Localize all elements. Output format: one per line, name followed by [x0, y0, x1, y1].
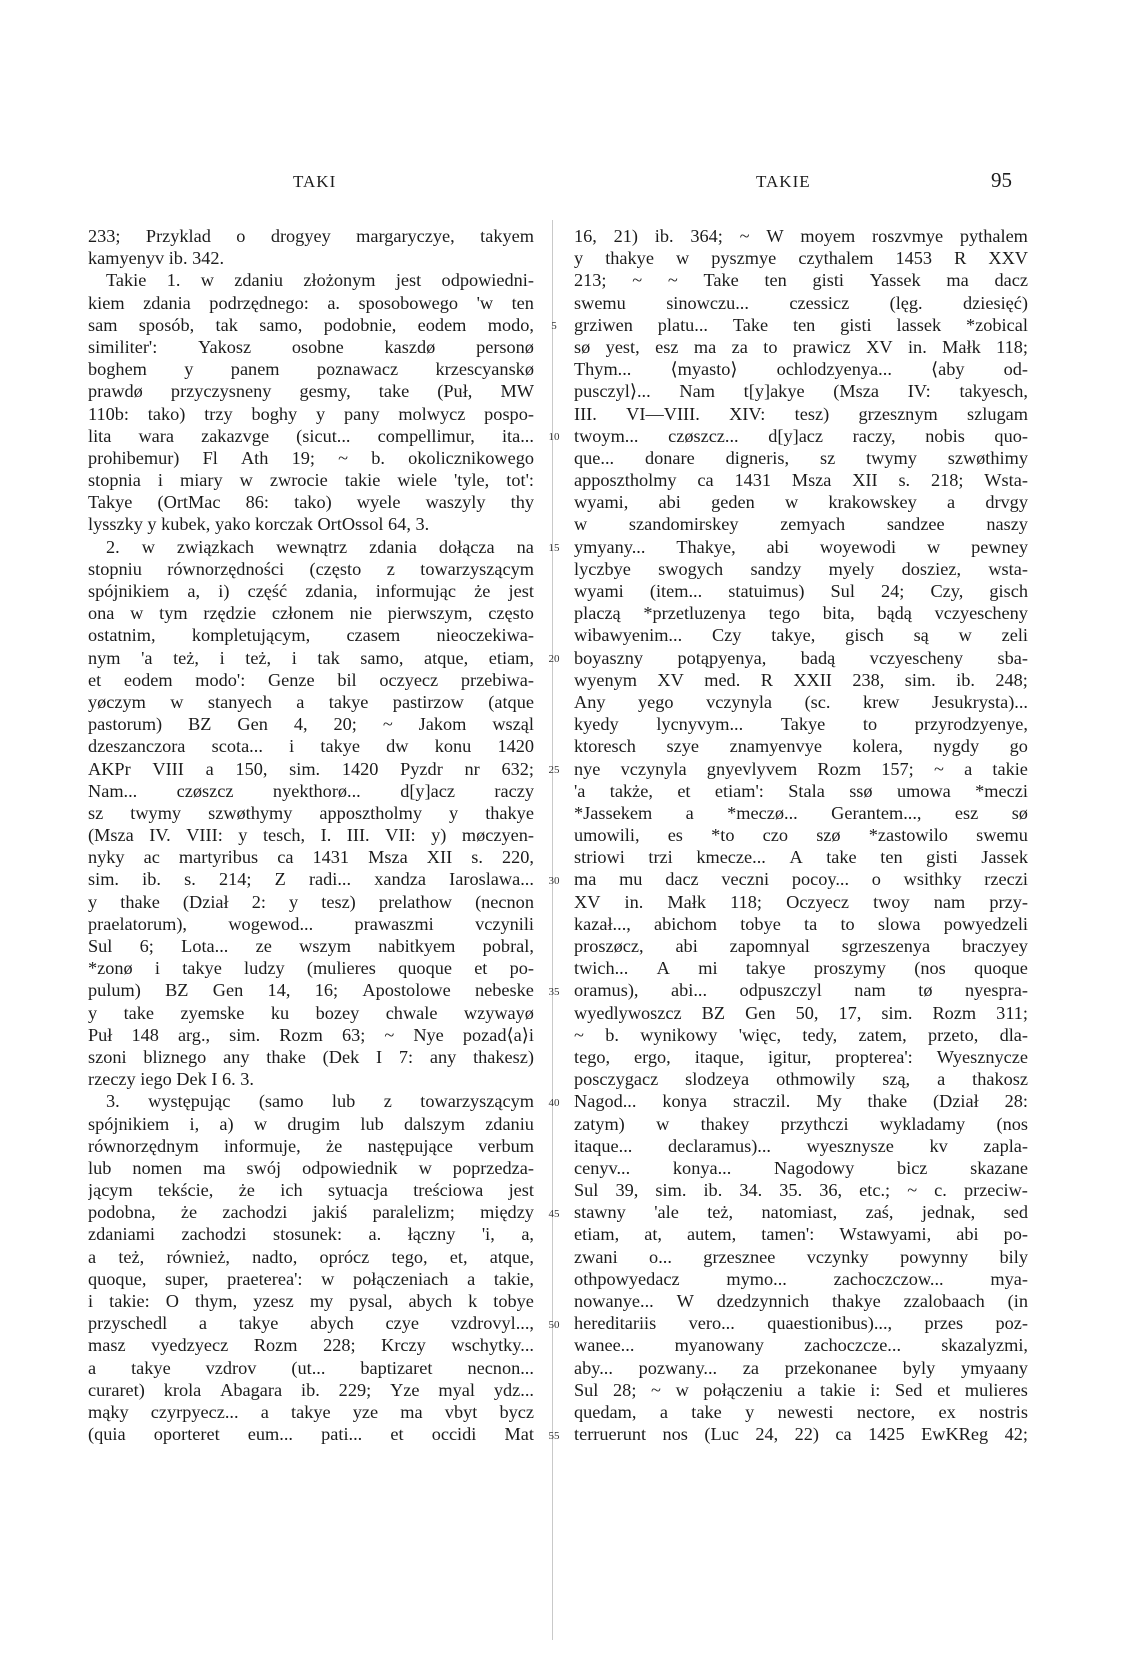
text-line: ma mu dacz veczni pocoy... o wsithky rzeczi [574, 869, 1028, 890]
text-line: pastorum) BZ Gen 4, 20; ~ Jakom wsząl [88, 714, 534, 735]
text-line: masz vyedzyecz Rozm 228; Krczy wschytky... [88, 1335, 534, 1356]
text-line: przyschedl a takye abych czye vzdrovyl..., [88, 1313, 534, 1334]
text-line: *zonø i takye ludzy (mulieres quoque et po- [88, 958, 534, 979]
text-line: a takye vzdrov (ut... baptizaret necnon... [88, 1357, 534, 1378]
text-line: ymyany... Thakye, abi woyewodi w pewney [574, 536, 1028, 557]
text-line: 233; Przyklad o drogyey margaryczye, takyem [88, 226, 534, 246]
text-line: lita wara zakazvge (sicut... compellimur, ita... [88, 425, 534, 446]
text-line: quoque, super, praeterea': w połączeniach a takie, [88, 1268, 534, 1289]
text-line: i takie: O thym, yzesz my pysal, abych k tobye [88, 1291, 534, 1311]
text-line: terruerunt nos (Luc 24, 22) ca 1425 EwKReg 42; [574, 1424, 1028, 1445]
text-line: nowanye... W dzedzynnich thakye zzalobaach (in [574, 1291, 1028, 1311]
line-number: 20 [548, 652, 560, 665]
text-line: wyedlywoszcz BZ Gen 50, 17, sim. Rozm 311; [574, 1002, 1028, 1023]
text-line: ktoresch szye znamyenvye kolera, nygdy go [574, 736, 1028, 757]
text-line: wyami, abi geden w krakowskey a drvgy [574, 492, 1028, 513]
line-number: 50 [548, 1318, 560, 1331]
line-number: 40 [548, 1096, 560, 1109]
text-line: similiter': Yakosz osobne kaszdø personø [88, 336, 534, 357]
text-line: 213; ~ ~ Take ten gisti Yassek ma dacz [574, 270, 1028, 291]
text-line: wanee... myanowany zachoczcze... skazalyzmi, [574, 1335, 1028, 1356]
text-line: kamyenyv ib. 342. [88, 248, 225, 269]
line-number: 45 [548, 1207, 560, 1220]
line-number-gutter [540, 225, 568, 1645]
text-line: w szandomirskey zemyach sandzee naszy [574, 514, 1028, 535]
text-line: itaque... declaramus)... wyesznysze kv zapla- [574, 1135, 1028, 1156]
text-line: 2. w związkach wewnątrz zdania dołącza na [106, 536, 534, 557]
text-line: ~ b. wynikowy 'więc, tedy, zatem, przeto, dla- [574, 1024, 1028, 1045]
text-line: wibawyenim... Czy takye, gisch są w zeli [574, 625, 1028, 646]
text-line: spójnikiem i, a) w drugim lub dalszym zdaniu [88, 1113, 534, 1134]
text-line: szoni bliznego any thake (Dek I 7: any thakesz) [88, 1046, 534, 1067]
text-line: pusczyl⟩... Nam t[y]akye (Msza IV: takyesch, [574, 381, 1028, 402]
text-line: Thym... ⟨myasto⟩ ochlodzyenya... ⟨aby od- [574, 359, 1028, 380]
text-line: wyami (item... statuimus) Sul 24; Czy, gisch [574, 581, 1028, 601]
text-line: umowili, es *to czo szø *zastowilo swemu [574, 825, 1028, 846]
right-column [574, 225, 1028, 1645]
text-line: jącym tekście, że ich sytuacja treściowa jest [88, 1180, 534, 1201]
text-line: Nam... czøszcz nyekthorø... d[y]acz raczy [88, 780, 534, 801]
text-line: lyczbye swogych sandzy myely dosziez, wsta- [574, 558, 1028, 579]
text-line: (quia oporteret eum... pati... et occidi Mat [88, 1424, 534, 1445]
text-line: praelatorum), wogewod... prawaszmi vczynili [88, 913, 534, 934]
text-line: placzą *przetluzenya tego bita, bądą vczyescheny [574, 603, 1028, 624]
text-line: 110b: tako) trzy boghy y pany molwycz pospo- [88, 403, 534, 424]
page-number: 95 [991, 168, 1012, 192]
text-line: hereditariis vero... quaestionibus)..., przes poz- [574, 1313, 1028, 1334]
text-line: pulum) BZ Gen 14, 16; Apostolowe nebeske [88, 980, 534, 1001]
text-line: zwani o... grzesznee vczynky powynny bily [574, 1246, 1028, 1267]
text-line: othpowyedacz mymo... zachoczczow... mya- [574, 1268, 1028, 1289]
text-line: quedam, a take y newesti nectore, ex nostris [574, 1401, 1028, 1422]
text-line: równorzędnym informuje, że następujące verbum [88, 1135, 534, 1156]
text-line: posczygacz slodzeya othmowily szą, a thakosz [574, 1069, 1028, 1090]
text-line: *Jassekem a *meczø... Gerantem..., esz sø [574, 802, 1028, 823]
text-line: Sul 28; ~ w połączeniu a takie i: Sed et mulieres [574, 1379, 1028, 1400]
text-line: zatym) w thakey przythczi wykladamy (nos [574, 1113, 1028, 1134]
text-line: rzeczy iego Dek I 6. 3. [88, 1069, 254, 1090]
right-running-head: TAKIE [756, 172, 811, 191]
text-line: stawny 'ale też, natomiast, zaś, jednak, sed [574, 1202, 1028, 1223]
line-number: 25 [548, 763, 560, 776]
text-line: proszøcz, abi zapomnyal sgrzeszenya braczyey [574, 936, 1028, 956]
text-line: aby... pozwany... za przekonanee byly ymyaany [574, 1357, 1028, 1378]
text-line: zdaniami zachodzi stosunek: a. łączny 'i, a, [88, 1224, 534, 1245]
text-line: dzeszanczora scota... i takye dw konu 1420 [88, 736, 534, 757]
text-line: ona w tym rzędzie członem nie pierwszym, często [88, 603, 534, 624]
text-line: yøczym w stanyech a takye pastirzow (atque [88, 691, 534, 712]
line-number: 5 [551, 319, 557, 332]
text-line: boyaszny potąpyenya, badą vczyescheny sba- [574, 647, 1028, 668]
text-line: 16, 21) ib. 364; ~ W moyem roszvmye pythalem [574, 226, 1028, 246]
text-line: stopniu równorzędności (często z towarzyszącym [88, 558, 534, 579]
text-line: a też, również, nadto, oprócz tego, et, atque, [88, 1246, 534, 1267]
text-line: XV in. Małk 118; Oczyecz twoy nam przy- [574, 891, 1028, 912]
text-line: y thake (Dział 2: y tesz) prelathow (necnon [88, 891, 534, 912]
text-line: Sul 39, sim. ib. 34. 35. 36, etc.; ~ c. przeciw- [574, 1180, 1028, 1201]
text-line: Nagod... konya straczil. My thake (Dział 28: [574, 1091, 1028, 1112]
text-line: stopnia i miary w zwrocie takie wiele 'tyle, tot': [88, 470, 534, 491]
text-line: sz twymy szwøthymy apposztholmy y thakye [88, 802, 534, 823]
left-running-head: TAKI [293, 172, 337, 191]
text-line: lub nomen ma swój odpowiednik w poprzedza- [88, 1157, 534, 1178]
text-line: kazał..., abichom tobye ta to slowa powyedzeli [574, 913, 1028, 934]
text-line: cenyv... konya... Nagodowy bicz skazane [574, 1157, 1028, 1178]
text-line: kyedy lycnyvym... Takye to przyrodzyenye, [574, 714, 1028, 735]
text-line: Any yego vczynyla (sc. krew Jesukrysta)... [574, 691, 1028, 712]
text-line: twoym... czøszcz... d[y]acz raczy, nobis quo- [574, 425, 1028, 446]
text-line: sim. ib. s. 214; Z radi... xandza Iaroslawa... [88, 869, 534, 890]
text-line: lysszky y kubek, yako korczak OrtOssol 64, 3. [88, 514, 430, 535]
text-line: tego, ergo, itaque, igitur, propterea': Wyesznycze [574, 1046, 1028, 1067]
text-line: wyenym XV med. R XXII 238, sim. ib. 248; [574, 669, 1028, 690]
text-line: AKPr VIII a 150, sim. 1420 Pyzdr nr 632; [88, 758, 534, 779]
text-line: sø yest, esz ma za to prawicz XV in. Małk 118; [574, 336, 1028, 357]
text-line: oramus), abi... odpuszczyl nam tø nyespra- [574, 980, 1028, 1001]
running-header [88, 168, 1028, 202]
text-line: etiam, at, autem, tamen': Wstawyami, abi po- [574, 1224, 1028, 1245]
text-line: mąky czyrpyecz... a takye yze ma vbyt bycz [88, 1401, 534, 1422]
text-line: nye vczynyla gnyevlyvem Rozm 157; ~ a takie [574, 758, 1028, 779]
text-line: nym 'a też, i też, i tak samo, atque, etiam, [88, 647, 534, 668]
text-line: striowi trzi kmecze... A take ten gisti Jassek [574, 847, 1028, 868]
text-line: spójnikiem a, i) część zdania, informując że jest [88, 581, 534, 601]
text-line: podobna, że zachodzi jakiś paralelizm; między [88, 1202, 534, 1223]
text-line: kiem zdania podrzędnego: a. sposobowego 'w ten [88, 292, 534, 313]
text-line: nyky ac martyribus ca 1431 Msza XII s. 220, [88, 847, 534, 868]
text-line: 3. występując (samo lub z towarzyszącym [106, 1091, 534, 1112]
text-line: grziwen platu... Take ten gisti lassek *zobical [574, 314, 1028, 335]
text-line: Takie 1. w zdaniu złożonym jest odpowiedni- [106, 270, 534, 291]
text-line: que... donare digneris, sz twymy szwøthimy [574, 447, 1028, 468]
text-line: Takye (OrtMac 86: tako) wyele waszyly thy [88, 492, 534, 513]
text-line: prawdø przyczysneny gesmy, take (Puł, MW [88, 381, 534, 402]
text-line: 'a także, et etiam': Stala ssø umowa *meczi [574, 780, 1028, 801]
text-line: curaret) krola Abagara ib. 229; Yze myal ydz... [88, 1379, 534, 1400]
line-number: 10 [548, 430, 560, 443]
line-number: 35 [548, 985, 560, 998]
text-line: ostatnim, kompletującym, czasem nieoczekiwa- [88, 625, 534, 646]
text-line: prohibemur) Fl Ath 19; ~ b. okolicznikowego [88, 447, 534, 468]
line-number: 30 [548, 874, 560, 887]
text-line: et eodem modo': Genze bil oczyecz przebiwa- [88, 669, 534, 690]
text-line: y take zyemske ku bozey chwale wzywayø [88, 1002, 534, 1023]
text-line: sam sposób, tak samo, podobnie, eodem modo, [88, 314, 534, 335]
line-number: 15 [548, 541, 560, 554]
text-line: swemu sinowczu... czessicz (lęg. dziesięć) [574, 292, 1028, 313]
text-line: III. VI—VIII. XIV: tesz) grzesznym szlugam [574, 403, 1028, 424]
text-line: Puł 148 arg., sim. Rozm 63; ~ Nye pozad⟨a⟩i [88, 1024, 534, 1045]
text-line: (Msza IV. VIII: y tesch, I. III. VII: y) møczyen- [88, 825, 534, 846]
text-line: Sul 6; Lota... ze wszym nabitkyem pobral, [88, 936, 534, 956]
text-line: boghem y panem poznawacz krzescyanskø [88, 359, 534, 380]
left-column [88, 225, 534, 1645]
text-line: y thakye w pyszmye czythalem 1453 R XXV [574, 248, 1028, 269]
line-number: 55 [548, 1429, 560, 1442]
text-line: apposztholmy ca 1431 Msza XII s. 218; Wsta- [574, 470, 1028, 491]
text-line: twich... A mi takye proszymy (nos quoque [574, 958, 1028, 979]
